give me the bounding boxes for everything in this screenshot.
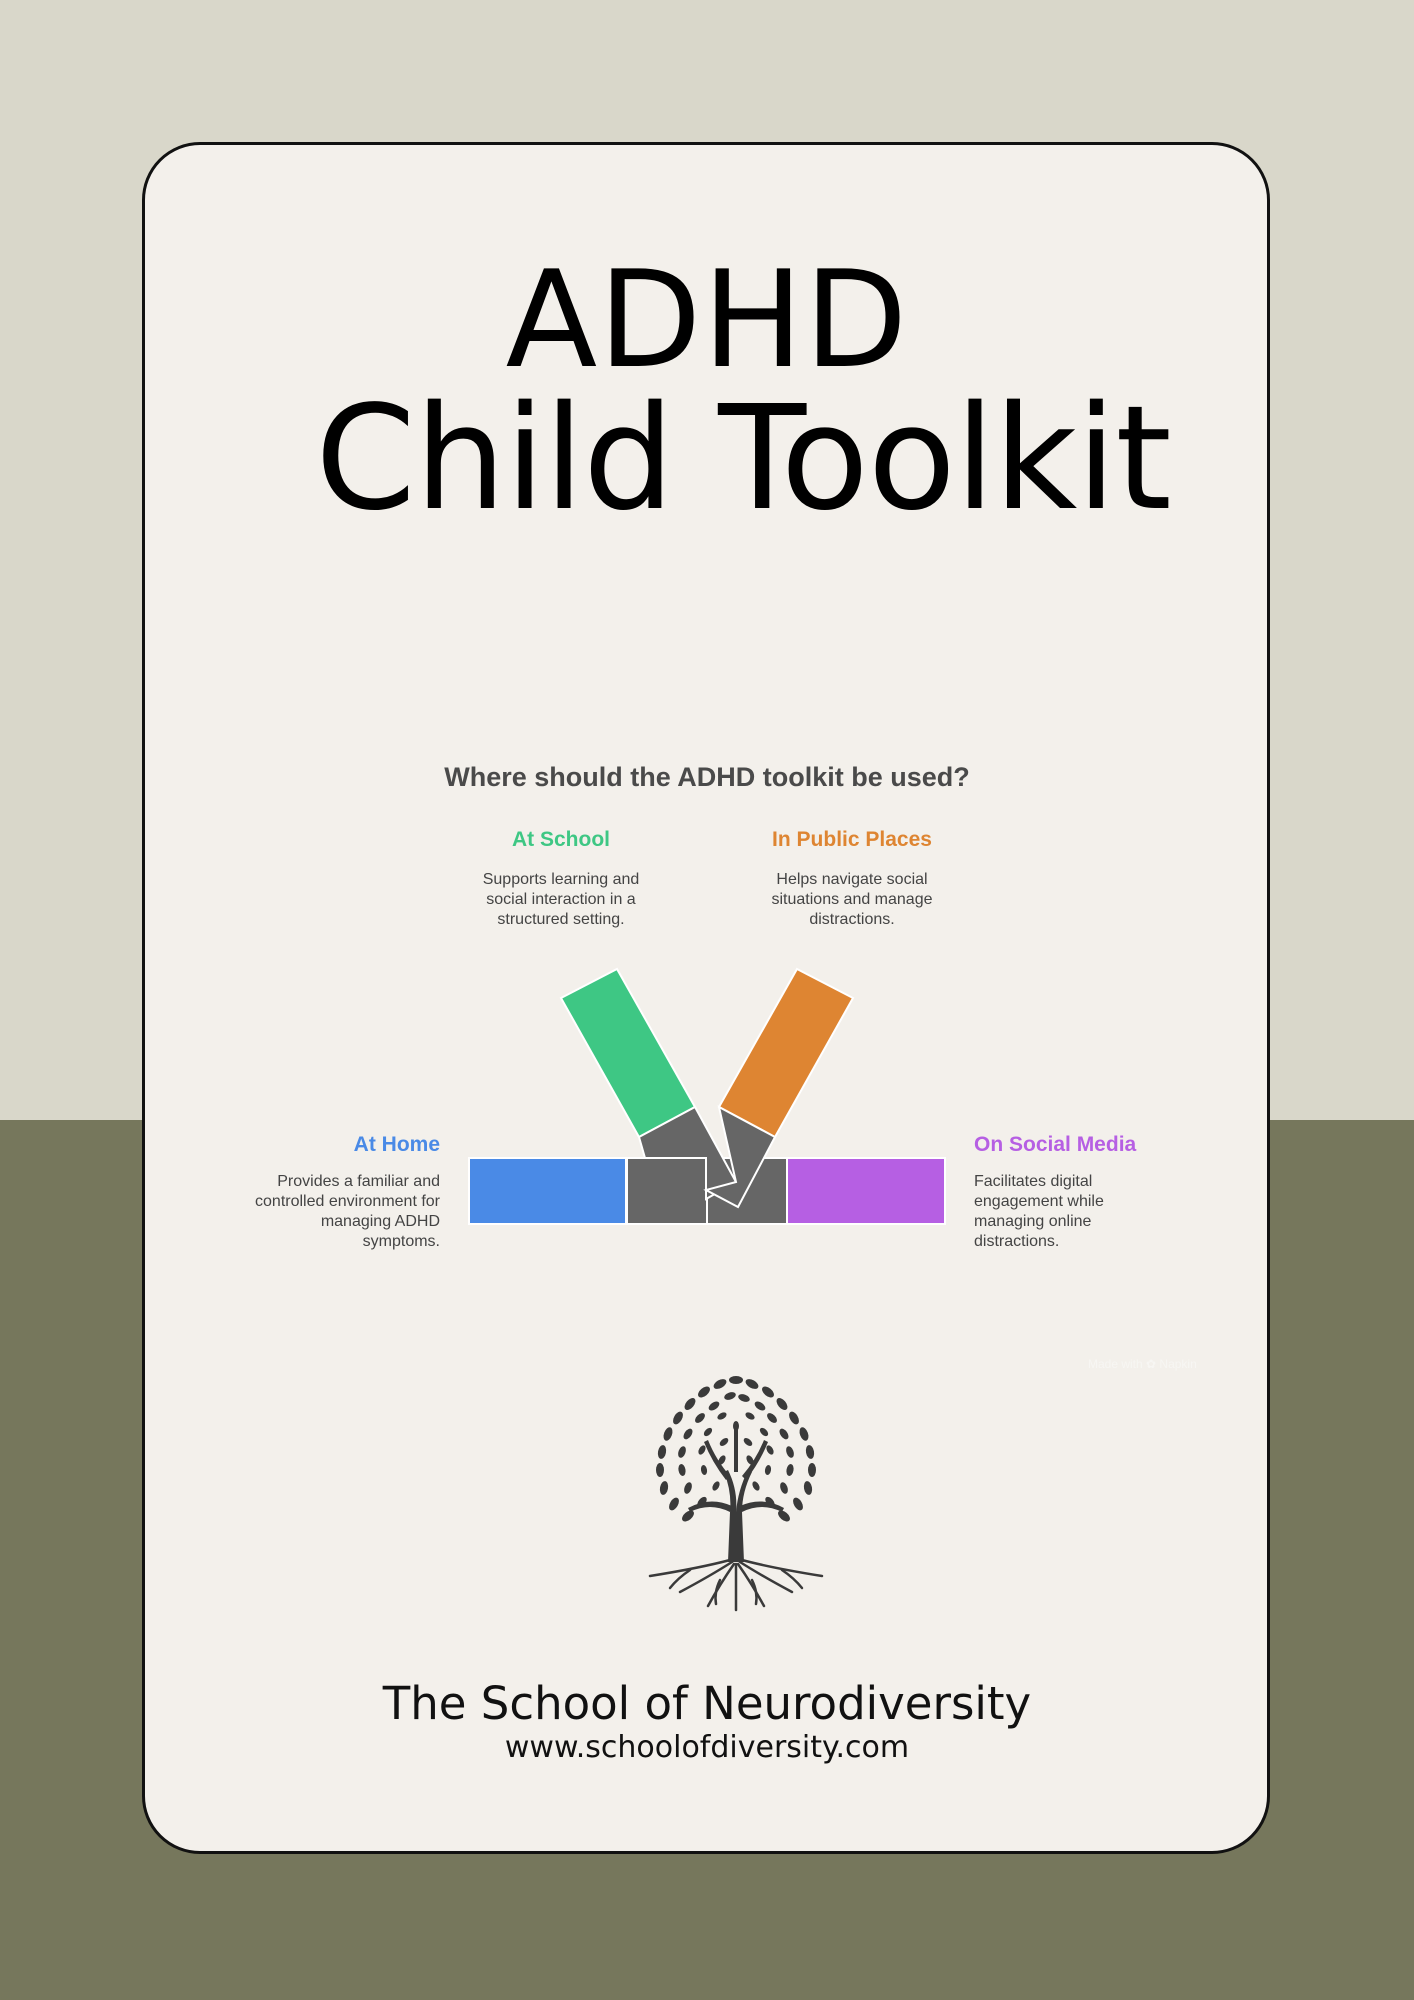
school-description: Supports learning and social interaction in a structured setting. <box>482 871 640 928</box>
social-bar <box>787 1158 945 1224</box>
title-line-1: ADHD <box>505 242 909 398</box>
home-bar <box>469 1158 626 1224</box>
home-description: Provides a familiar and controlled environment for managing ADHD symptoms. <box>255 1173 440 1250</box>
social-description: Facilitates digital engagement while managing online distractions. <box>974 1173 1104 1250</box>
school-name: The School of Neurodiversity <box>382 1677 1032 1730</box>
school-bar <box>561 969 695 1137</box>
public-description: Helps navigate social situations and manage distractions. <box>771 871 933 928</box>
infographic-question: Where should the ADHD toolkit be used? <box>444 762 970 792</box>
school-heading: At School <box>512 828 610 851</box>
tree-trunk <box>688 1422 784 1562</box>
title-line-2: Child Toolkit <box>315 374 1171 542</box>
public-heading: In Public Places <box>772 828 932 851</box>
hub-left-block <box>627 1158 707 1224</box>
public-bar <box>719 969 853 1137</box>
tree-icon <box>620 1362 852 1618</box>
social-heading: On Social Media <box>974 1133 1137 1156</box>
home-heading: At Home <box>353 1133 440 1156</box>
napkin-watermark: Made with ✿ Napkin <box>1088 1357 1197 1371</box>
school-website[interactable]: www.schoolofdiversity.com <box>504 1730 910 1765</box>
tree-roots <box>650 1560 822 1610</box>
